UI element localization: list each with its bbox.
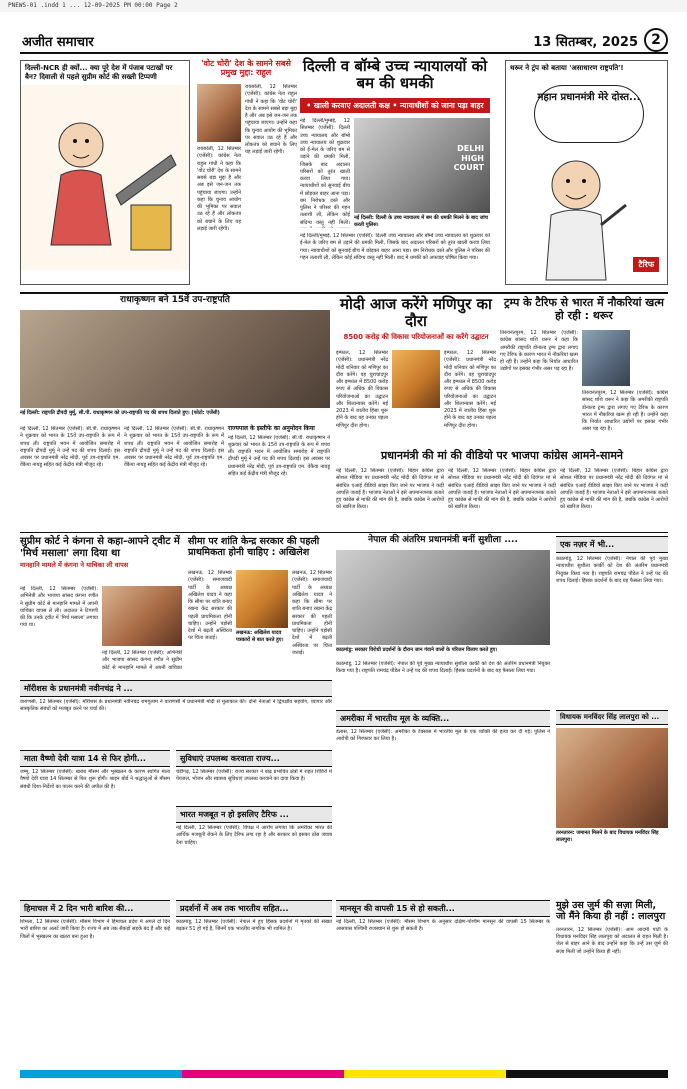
ai-video-story-body-cont: नई दिल्ली, 12 सितम्बर (एजेंसी): बिहार कांग्रेस द्वारा सोशल मीडिया पर प्रधानमंत्री नरेंद्र मोदी की दिवंगत मां से संबंधित एआई वीडियो साझा किए जाने पर भाजपा ने कड़ी आपत्ति जताई है। भाजपा नेताओं ने इसे अपमानजनक बताते हुए कांग्रेस से माफी की मांग की है, जबकि कांग्रेस ने आरोपों को खारिज किया। <box>448 468 556 511</box>
lead-story-body-cont: नई दिल्ली/मुम्बई, 12 सितम्बर (एजेंसी): दिल्ली उच्च न्यायालय और बॉम्बे उच्च न्यायालय को शुक्रवार को ई-मेल के जरिए बम से उड़ाने की धमकी मिली, जिसके बाद अदालत परिसरों को तुरंत खाली करवा लिया गया। न्यायाधीशों को सुनवाई बीच में छोड़कर बाहर आना पड़ा। बम निरोधक दस्ते और पुलिस ने परिसर की गहन तलाशी ली, लेकिन कोई संदिग्ध वस्तु नहीं मिली। बाद में धमकी को अफवाह घोषित किया गया। <box>300 233 490 261</box>
nepal-story <box>336 536 550 706</box>
america-story-body: डलास, 12 सितम्बर (एजेंसी): अमरीका के टेक्सास में भारतीय मूल के एक व्यक्ति की हत्या कर दी गई। पुलिस ने आरोपी को गिरफ्तार कर लिया है। <box>336 729 550 743</box>
trade-story-headline: भारत मजबूत न हो इसलिए टैरिफ ... <box>176 806 332 823</box>
modi-story-body-cont: इम्फाल, 12 सितम्बर (एजेंसी): प्रधानमंत्री नरेंद्र मोदी शनिवार को मणिपुर का दौरा करेंगे। वह चुराचांदपुर और इम्फाल में 8500 करोड़ रुपए से अधिक की विकास परियोजनाओं का उद्घाटन और शिलान्यास करेंगे। मई 2023 में जातीय हिंसा शुरू होने के बाद यह उनका पहला मणिपुर दौरा होगा। <box>444 350 496 429</box>
cartoon-right <box>505 60 668 285</box>
cartoon-right-bubble: महान प्रधानमंत्री मेरे दोस्त... <box>534 85 644 143</box>
page-number: 2 <box>644 28 668 52</box>
newspaper-name: अजीत समाचार <box>22 35 94 50</box>
lalpura-photo <box>556 728 668 828</box>
nepal-story-body: काठमांडू, 12 सितम्बर (एजेंसी): नेपाल की पूर्व मुख्य न्यायाधीश सुशीला कार्की को देश की अंतरिम प्रधानमंत्री नियुक्त किया गया है। राष्ट्रपति रामचंद्र पौडेल ने उन्हें पद की शपथ दिलाई। हिंसक प्रदर्शनों के बाद यह फैसला लिया गया। <box>336 661 550 675</box>
akhilesh-story-headline: सीमा पर शांति केन्द्र सरकार की पहली प्राथमिकता होनी चाहिए : अखिलेश <box>188 536 320 559</box>
mauritius-story-headline: मॉरीशस के प्रधानमंत्री नवीनचंद्र ने ... <box>20 680 332 697</box>
nepal-story-photo-caption: काठमांडू: सरकार विरोधी प्रदर्शनों के दौरान जान गंवाने वालों के परिजन विलाप करते हुए। <box>336 647 498 653</box>
kangana-story-headline: सुप्रीम कोर्ट ने कंगना से कहा-आपने ट्वीट में 'मिर्च मसाला' लगा दिया था <box>20 536 180 559</box>
yellow-swatch <box>344 1070 506 1078</box>
vaishno-story-body: जम्मू, 12 सितम्बर (एजेंसी): खराब मौसम और भूस्खलन के कारण स्थगित माता वैष्णो देवी यात्रा 14 सितम्बर से फिर शुरू होगी। श्राइन बोर्ड ने श्रद्धालुओं से मौसम संबंधी दिशा-निर्देशों का पालन करने की अपील की है। <box>20 769 170 790</box>
story-vote-chori-body-cont: रायबरेली, 12 सितम्बर (एजेंसी): कांग्रेस नेता राहुल गांधी ने कहा कि 'वोट चोरी' देश के सामने सबसे बड़ा मुद्दा है और अब इसे जन-जन तक पहुंचाया जाएगा। उन्होंने कहा कि चुनाव आयोग की भूमिका पर सवाल उठ रहे हैं और लोकतंत्र को बचाने के लिए यह लड़ाई जारी रहेगी। <box>197 146 241 232</box>
lead-story-body: नई दिल्ली/मुम्बई, 12 सितम्बर (एजेंसी): दिल्ली उच्च न्यायालय और बॉम्बे उच्च न्यायालय को शुक्रवार को ई-मेल के जरिए बम से उड़ाने की धमकी मिली, जिसके बाद अदालत परिसरों को तुरंत खाली करवा लिया गया। न्यायाधीशों को सुनवाई बीच में छोड़कर बाहर आना पड़ा। बम निरोधक दस्ते और पुलिस ने परिसर की गहन तलाशी ली, लेकिन कोई संदिग्ध वस्तु नहीं मिली। <box>300 118 350 226</box>
print-strip: PNEWS-01 .indd 1 ... 12-09-2025 PM 00:00 Page 2 <box>0 0 687 12</box>
story-vote-chori <box>195 60 297 285</box>
modi-photo <box>392 350 440 408</box>
ai-video-story-body: नई दिल्ली, 12 सितम्बर (एजेंसी): बिहार कांग्रेस द्वारा सोशल मीडिया पर प्रधानमंत्री नरेंद्र मोदी की दिवंगत मां से संबंधित एआई वीडियो साझा किए जाने पर भाजपा ने कड़ी आपत्ति जताई है। भाजपा नेताओं ने इसे अपमानजनक बताते हुए कांग्रेस से माफी की मांग की है, जबकि कांग्रेस ने आरोपों को खारिज किया। <box>336 468 444 511</box>
lead-story-headline: दिल्ली व बॉम्बे उच्च न्यायालयों को बम की धमकी <box>302 57 488 93</box>
cartoon-left-caption: दिल्ली-NCR ही क्यों... क्या पूरे देश में पंजाब पटाखों पर बैन? दिवाली से पहले सुप्रीम कोर्ट की सख्ती टिप्पणी <box>25 64 173 81</box>
trade-story <box>176 806 332 896</box>
modi-story <box>336 296 496 446</box>
section-rule-2 <box>20 532 668 533</box>
rahul-photo <box>197 84 241 142</box>
mauritius-story-body: वाराणसी, 12 सितम्बर (एजेंसी): मॉरीशस के प्रधानमंत्री नवीनचंद्र रामगुलाम ने वाराणसी में प्रधानमंत्री मोदी से मुलाकात की। दोनों नेताओं ने द्विपक्षीय सहयोग, व्यापार और सांस्कृतिक संबंधों को मजबूत करने पर चर्चा की। <box>20 699 332 713</box>
himachal-story-body: शिमला, 12 सितम्बर (एजेंसी): मौसम विभाग ने हिमाचल प्रदेश में अगले दो दिन भारी बारिश का अलर्ट जारी किया है। राज्य में अब तक सैकड़ों सड़कें बंद हैं और कई जिलों में भूस्खलन का खतरा बना हुआ है। <box>20 919 170 940</box>
kangana-story-body-cont: नई दिल्ली, 12 सितम्बर (एजेंसी): अभिनेत्री और भाजपा सांसद कंगना रणौत ने सुप्रीम कोर्ट से मानहानि मामले में अपनी याचिका <box>102 650 182 671</box>
masthead <box>20 28 668 54</box>
story-vote-chori-headline: 'वोट चोरी' देश के सामने सबसे प्रमुख मुद्दा: राहुल <box>201 59 291 77</box>
kangana-story-body: नई दिल्ली, 12 सितम्बर (एजेंसी): अभिनेत्री और भाजपा सांसद कंगना रणौत ने सुप्रीम कोर्ट से मानहानि मामले में अपनी याचिका वापस ले ली। अदालत ने टिप्पणी की कि उनके ट्वीट में 'मिर्च मसाला' लगाया गया था। <box>20 586 98 629</box>
vp-story-photo-caption: नई दिल्ली: राष्ट्रपति द्रौपदी मुर्मू, सी.पी. राधाकृष्णन को उप-राष्ट्रपति पद की शपथ दिलाते हुए। (फोटो: एजेंसी) <box>20 410 220 416</box>
ai-video-story <box>336 450 668 530</box>
cartoon-right-caption-text: थरूर ने ट्रंप को बताया 'असाधारण राष्ट्रपति'! <box>510 64 624 72</box>
vp-story-kicker: राधाकृष्णन बने 15वें उप-राष्ट्रपति <box>120 295 230 305</box>
vp-story-col3 <box>228 426 330 516</box>
protest-story <box>176 900 332 1010</box>
suvidha-story <box>176 750 332 802</box>
himachal-story <box>20 900 170 1010</box>
akhilesh-story-body-cont: लखनऊ, 12 सितम्बर (एजेंसी): समाजवादी पार्टी के अध्यक्ष अखिलेश यादव ने कहा कि सीमा पर शांति बनाए रखना केंद्र सरकार की पहली प्राथमिकता होनी चाहिए। उन्होंने पड़ोसी देशों में बढ़ती अस्थिरता पर चिंता जताई। <box>292 570 332 656</box>
ai-video-story-body-cont2: नई दिल्ली, 12 सितम्बर (एजेंसी): बिहार कांग्रेस द्वारा सोशल मीडिया पर प्रधानमंत्री नरेंद्र मोदी की दिवंगत मां से संबंधित एआई वीडियो साझा किए जाने पर भाजपा ने कड़ी आपत्ति जताई है। भाजपा नेताओं ने इसे अपमानजनक बताते हुए कांग्रेस से माफी की मांग की है, जबकि कांग्रेस ने आरोपों को खारिज किया। <box>560 468 668 511</box>
vp-story-body: नई दिल्ली, 12 सितम्बर (एजेंसी): सी.पी. राधाकृष्णन ने शुक्रवार को भारत के 15वें उप-राष्ट्रपति के रूप में शपथ ली। राष्ट्रपति भवन में आयोजित समारोह में राष्ट्रपति द्रौपदी मुर्मू ने उन्हें पद की शपथ दिलाई। इस अवसर पर प्रधानमंत्री नरेंद्र मोदी, पूर्व उप-राष्ट्रपति एम. वेंकैया नायडू सहित कई केंद्रीय मंत्री मौजूद रहे। <box>20 426 120 469</box>
color-registration-bar <box>20 1070 668 1078</box>
lalpura-story-headline: विधायक मनविंदर सिंह लालपुरा को ... <box>556 710 668 725</box>
vp-story-body-col3: नई दिल्ली, 12 सितम्बर (एजेंसी): सी.पी. राधाकृष्णन ने शुक्रवार को भारत के 15वें उप-राष्ट्रपति के रूप में शपथ ली। राष्ट्रपति भवन में आयोजित समारोह में राष्ट्रपति द्रौपदी मुर्मू ने उन्हें पद की शपथ दिलाई। इस अवसर पर प्रधानमंत्री नरेंद्र मोदी, पूर्व उप-राष्ट्रपति एम. वेंकैया नायडू सहित कई केंद्रीय मंत्री मौजूद रहे। <box>228 434 330 477</box>
lalpura-photo-caption: तरनतारन: जमानत मिलने के बाद विधायक मनविंदर सिंह लालपुरा। <box>556 830 659 843</box>
lalpura-story-body: तरनतारन, 12 सितम्बर (एजेंसी): आम आदमी पार्टी के विधायक मनविंदर सिंह लालपुरा को अदालत से राहत मिली है। जेल से बाहर आने के बाद उन्होंने कहा कि उन्हें उस जुर्म की सज़ा मिली जो उन्होंने किया ही नहीं। <box>556 926 668 955</box>
vaishno-story <box>20 750 170 860</box>
nepal-story-headline: नेपाल की अंतरिम प्रधानमंत्री बनीं सुशीला .... <box>368 535 518 545</box>
akhilesh-photo <box>236 570 288 628</box>
america-story-headline: अमरीका में भारतीय मूल के व्यक्ति... <box>336 710 550 727</box>
tharoor-story-body-cont: तिरुवनंतपुरम, 12 सितम्बर (एजेंसी): कांग्रेस सांसद शशि थरूर ने कहा कि अमरीकी राष्ट्रपति डोनाल्ड ट्रम्प द्वारा लगाए गए टैरिफ के कारण भारत में नौकरियां खत्म हो रही हैं। उन्होंने कहा कि निर्यात आधारित उद्योगों पर इसका गंभीर असर पड़ रहा है। <box>582 390 668 433</box>
modi-story-strap: 8500 करोड़ की विकास परियोजनाओं का करेंगे उद्घाटन <box>343 332 489 341</box>
america-story <box>336 710 550 840</box>
tharoor-photo <box>582 330 630 386</box>
lalpura-quote-headline: मुझे उस जुर्म की सज़ा मिली, जो मैंने किया ही नहीं : लालपुरा <box>556 900 666 923</box>
monsoon-story-body: नई दिल्ली, 12 सितम्बर (एजेंसी): मौसम विभाग के अनुसार दक्षिण-पश्चिम मानसून की वापसी 15 सितम्बर के आसपास पश्चिमी राजस्थान से शुरू हो सकती है। <box>336 919 550 933</box>
modi-story-body: इम्फाल, 12 सितम्बर (एजेंसी): प्रधानमंत्री नरेंद्र मोदी शनिवार को मणिपुर का दौरा करेंगे। वह चुराचांदपुर और इम्फाल में 8500 करोड़ रुपए से अधिक की विकास परियोजनाओं का उद्घाटन और शिलान्यास करेंगे। मई 2023 में जातीय हिंसा शुरू होने के बाद यह उनका पहला मणिपुर दौरा होगा। <box>336 350 388 429</box>
vp-story-subhead: राज्यपाल के इस्तीफे का अनुमोदन किया <box>228 425 315 432</box>
kangana-photo <box>102 586 182 646</box>
tariff-tag: टैरिफ <box>633 257 659 272</box>
black-swatch <box>506 1070 668 1078</box>
akhilesh-photo-caption: लखनऊ: अखिलेश यादव पत्रकारों से बात करते हुए। <box>236 630 284 643</box>
lalpura-story <box>556 710 668 885</box>
ek-nazar-box <box>556 536 668 706</box>
cartoon-left <box>20 60 190 285</box>
suvidha-story-body: चंडीगढ़, 12 सितम्बर (एजेंसी): राज्य सरकार ने बाढ़ प्रभावित क्षेत्रों में राहत शिविरों में पेयजल, भोजन और स्वास्थ्य सुविधाएं उपलब्ध करवाने का दावा किया है। <box>176 769 332 783</box>
tharoor-story <box>500 296 668 446</box>
lalpura-quote <box>556 900 668 1040</box>
lead-story <box>300 58 490 288</box>
section-rule <box>20 292 668 294</box>
suvidha-story-headline: सुविधाएं उपलब्ध करवाता राज्य... <box>176 750 332 767</box>
kangana-story-subhead: मानहानि मामले में कंगना ने याचिका ली वापस <box>20 561 129 569</box>
cartoon-right-caption <box>506 61 667 76</box>
vp-story <box>20 296 330 516</box>
photo-sign: DELHI HIGH COURT <box>453 144 484 173</box>
tharoor-story-body: तिरुवनंतपुरम, 12 सितम्बर (एजेंसी): कांग्रेस सांसद शशि थरूर ने कहा कि अमरीकी राष्ट्रपति डोनाल्ड ट्रम्प द्वारा लगाए गए टैरिफ के कारण भारत में नौकरियां खत्म हो रही हैं। उन्होंने कहा कि निर्यात आधारित उद्योगों पर इसका गंभीर असर पड़ रहा है। <box>500 330 578 373</box>
tharoor-story-headline: ट्रम्प के टैरिफ से भारत में नौकरियां खत्म हो रही : थरूर <box>504 296 664 323</box>
trade-story-body: नई दिल्ली, 12 सितम्बर (एजेंसी): विपक्ष ने आरोप लगाया कि अमरीका भारत की आर्थिक मजबूती रोकने के लिए टैरिफ लगा रहा है और सरकार को इसका ठोस जवाब देना चाहिए। <box>176 825 332 846</box>
nepal-story-photo <box>336 550 550 645</box>
issue-date: 13 सितम्बर, 2025 <box>533 35 638 50</box>
kangana-story <box>20 536 182 671</box>
vaishno-story-headline: माता वैष्णो देवी यात्रा 14 से फिर होगी... <box>20 750 170 767</box>
ek-nazar-body: काठमांडू, 12 सितम्बर (एजेंसी): नेपाल की पूर्व मुख्य न्यायाधीश सुशीला कार्की को देश की अंतरिम प्रधानमंत्री नियुक्त किया गया है। राष्ट्रपति रामचंद्र पौडेल ने उन्हें पद की शपथ दिलाई। हिंसक प्रदर्शनों के बाद यह फैसला लिया गया। <box>556 556 668 584</box>
monsoon-story-headline: मानसून की वापसी 15 से हो सकती... <box>336 900 550 917</box>
monsoon-story <box>336 900 550 1040</box>
lead-story-photo <box>354 118 490 213</box>
cartoon-left-drawing <box>21 85 189 270</box>
akhilesh-story <box>188 536 332 676</box>
lead-story-band: • खाली करवाए अदालती कक्ष • न्यायाधीशों को जाना पड़ा बाहर <box>300 98 490 113</box>
cyan-swatch <box>20 1070 182 1078</box>
akhilesh-story-body: लखनऊ, 12 सितम्बर (एजेंसी): समाजवादी पार्टी के अध्यक्ष अखिलेश यादव ने कहा कि सीमा पर शांति बनाए रखना केंद्र सरकार की पहली प्राथमिकता होनी चाहिए। उन्होंने पड़ोसी देशों में बढ़ती अस्थिरता पर चिंता जताई। <box>188 570 232 642</box>
ai-video-story-headline: प्रधानमंत्री की मां की वीडियो पर भाजपा कांग्रेस आमने-सामने <box>380 449 624 462</box>
himachal-story-headline: हिमाचल में 2 दिन भारी बारिश की... <box>20 900 170 917</box>
story-vote-chori-body: रायबरेली, 12 सितम्बर (एजेंसी): कांग्रेस नेता राहुल गांधी ने कहा कि 'वोट चोरी' देश के सामने सबसे बड़ा मुद्दा है और अब इसे जन-जन तक पहुंचाया जाएगा। उन्होंने कहा कि चुनाव आयोग की भूमिका पर सवाल उठ रहे हैं और लोकतंत्र को बचाने के लिए यह लड़ाई जारी रहेगी। <box>245 84 297 156</box>
vp-story-photo <box>20 310 330 408</box>
mauritius-story <box>20 680 332 746</box>
protest-story-headline: प्रदर्शनों में अब तक भारतीय सहित... <box>176 900 332 917</box>
protest-story-body: काठमांडू, 12 सितम्बर (एजेंसी): नेपाल में हुए हिंसक प्रदर्शनों में मृतकों की संख्या बढ़कर 51 हो गई है, जिनमें एक भारतीय नागरिक भी शामिल है। <box>176 919 332 933</box>
modi-story-headline: मोदी आज करेंगे मणिपुर का दौरा <box>340 295 492 331</box>
vp-story-body-cont: नई दिल्ली, 12 सितम्बर (एजेंसी): सी.पी. राधाकृष्णन ने शुक्रवार को भारत के 15वें उप-राष्ट्रपति के रूप में शपथ ली। राष्ट्रपति भवन में आयोजित समारोह में राष्ट्रपति द्रौपदी मुर्मू ने उन्हें पद की शपथ दिलाई। इस अवसर पर प्रधानमंत्री नरेंद्र मोदी, पूर्व उप-राष्ट्रपति एम. वेंकैया नायडू सहित कई केंद्रीय मंत्री मौजूद रहे। <box>124 426 224 469</box>
ek-nazar-title: एक नज़र में भी... <box>556 536 668 553</box>
magenta-swatch <box>182 1070 344 1078</box>
lead-story-photo-caption: नई दिल्ली: दिल्ली के उच्च न्यायालय में बम की धमकी मिलने के बाद जांच करती पुलिस। <box>354 215 488 228</box>
